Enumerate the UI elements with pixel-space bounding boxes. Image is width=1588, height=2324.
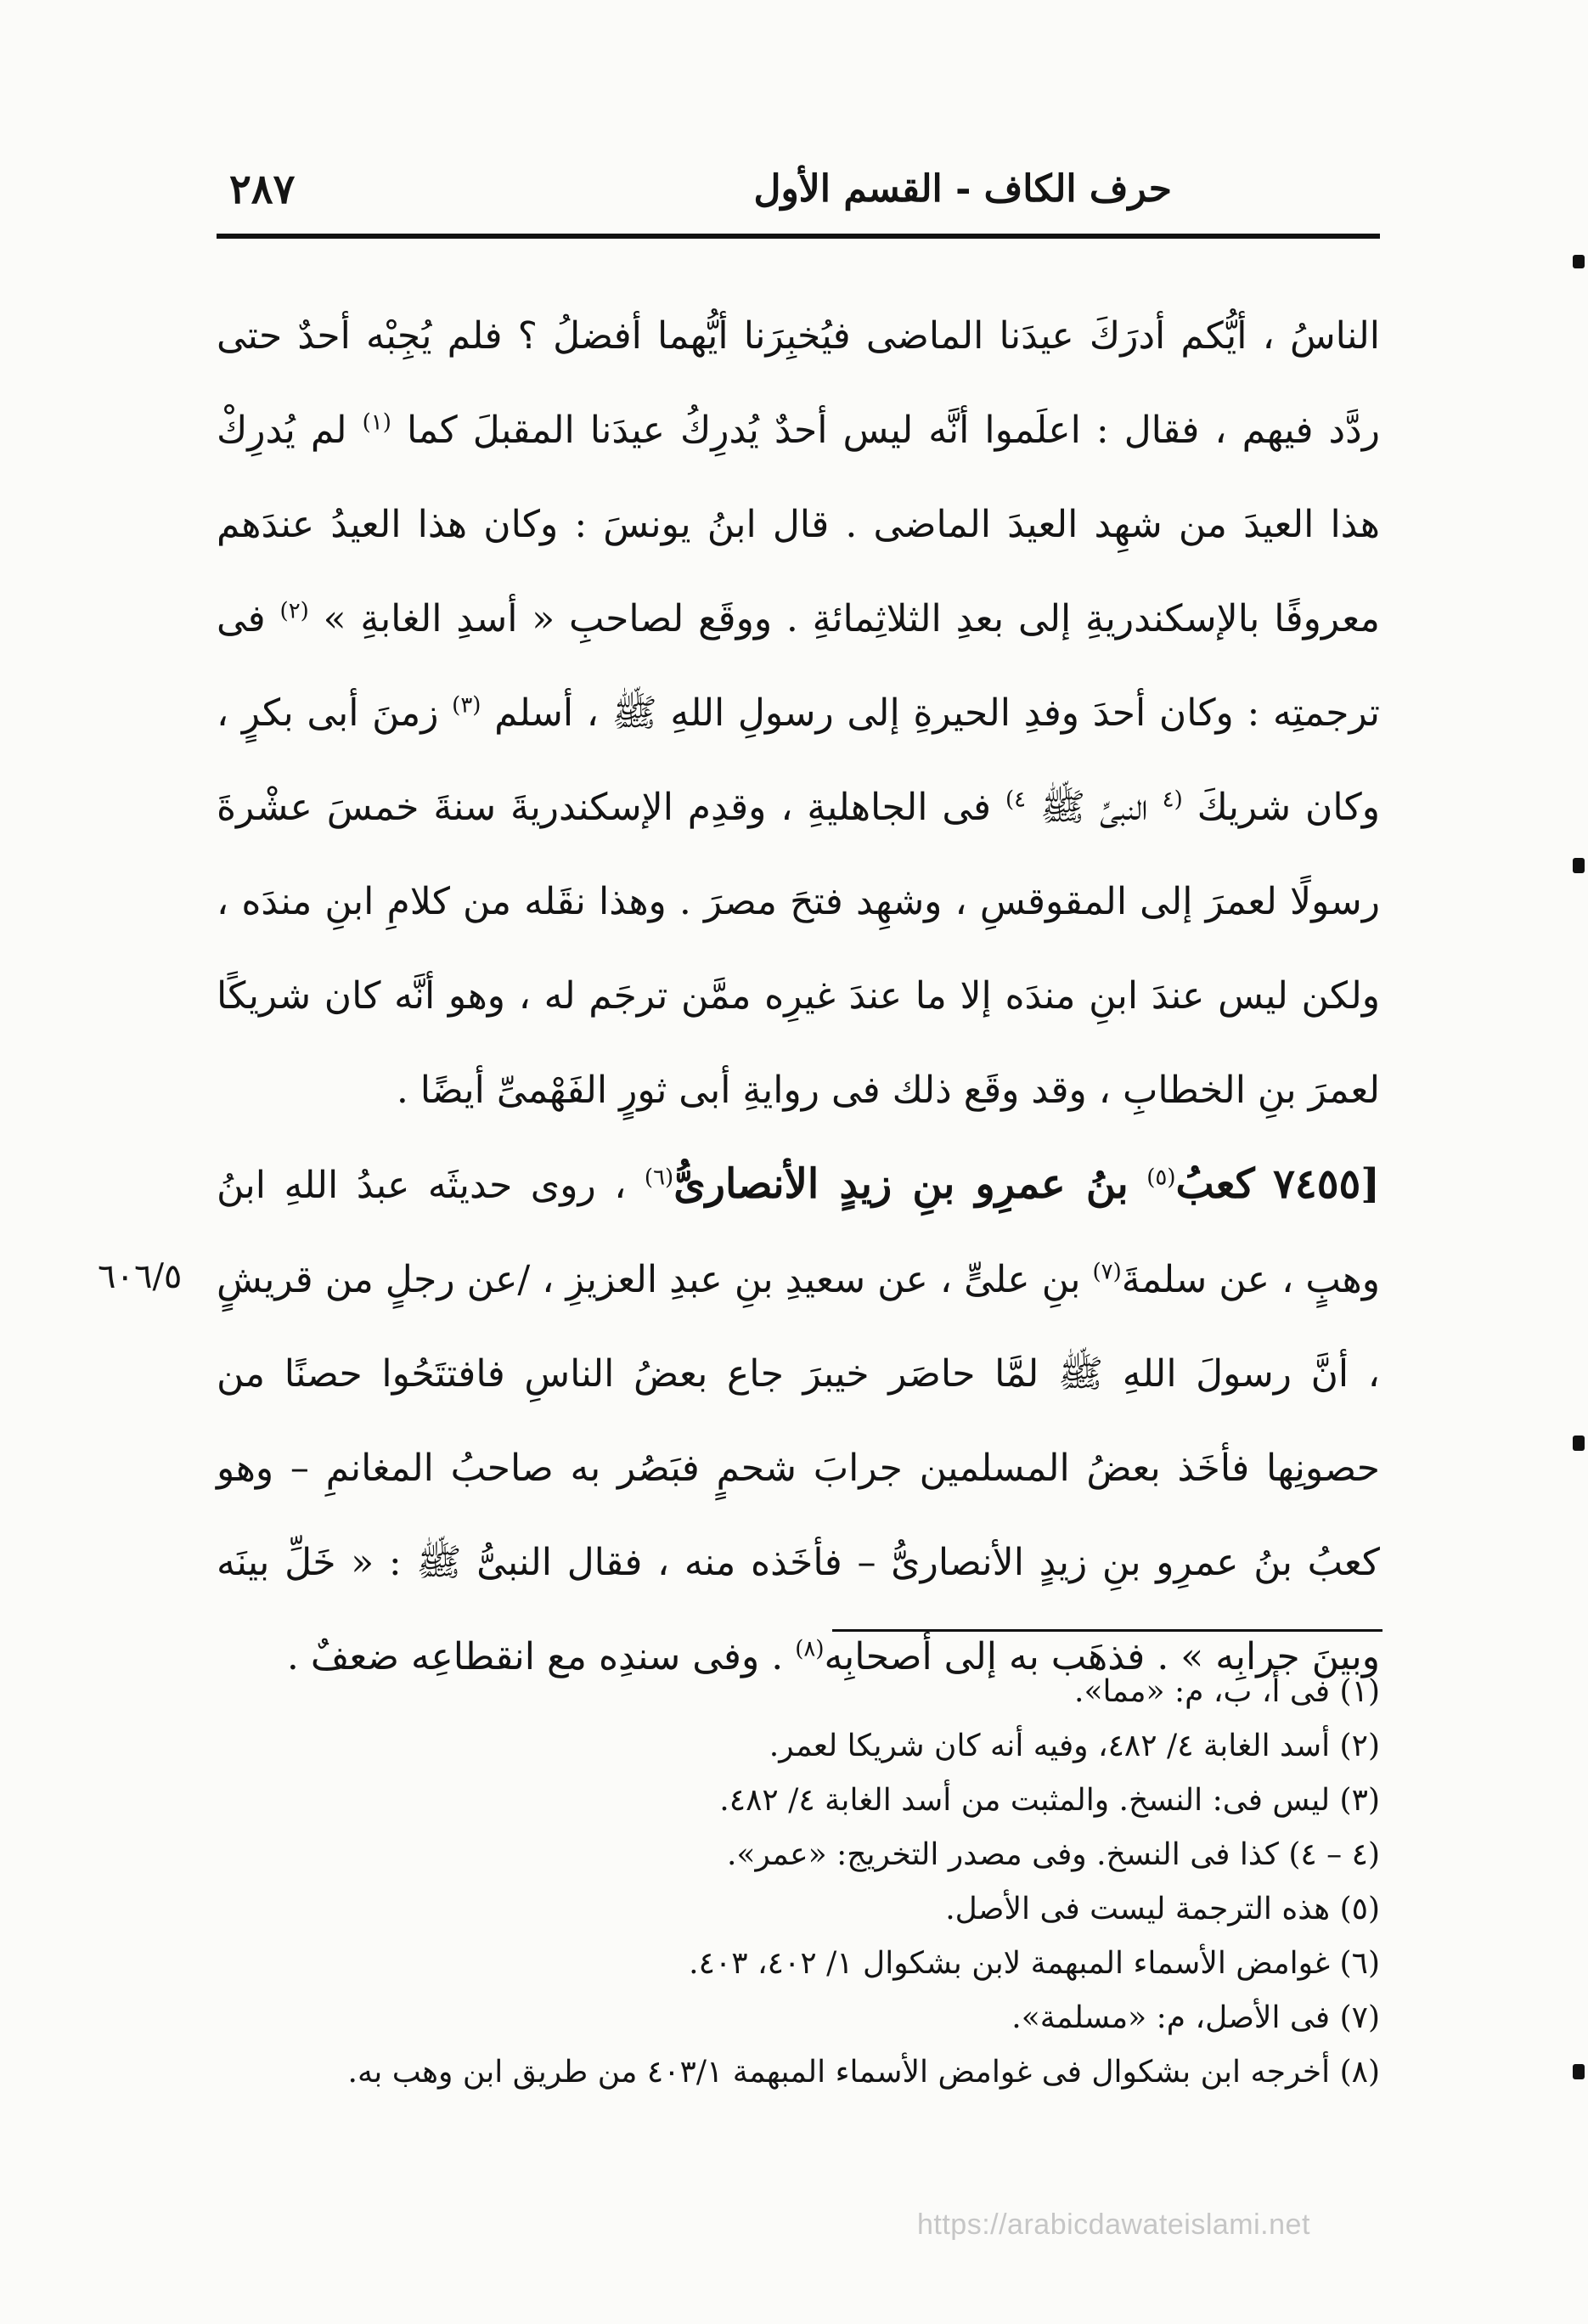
footnote-marker: (٥)	[1146, 1165, 1176, 1191]
footnote: (٦) غوامض الأسماء المبهمة لابن بشكوال ١/ ٤٠٢، ٤٠٣.	[689, 1946, 1380, 1981]
scan-mark	[1573, 255, 1585, 268]
footnote-marker: (١)	[362, 409, 391, 436]
footnote-marker: (٣)	[452, 692, 481, 719]
footnote-rule	[832, 1629, 1382, 1632]
footnote: (٨) أخرجه ابن بشكوال فى غوامض الأسماء المبهمة ٤٠٣/١ من طريق ابن وهب به.	[347, 2055, 1380, 2090]
scan-mark	[1573, 2064, 1585, 2079]
footnote: (٥) هذه الترجمة ليست فى الأصل.	[945, 1892, 1380, 1926]
header-rule	[217, 234, 1380, 239]
paragraph-1	[217, 289, 1380, 1137]
paragraph-text: النبىِّ ﷺ	[1040, 786, 1148, 829]
page-header	[212, 157, 1376, 225]
footnote: (١) فى أ، ب، م: «مما».	[1074, 1674, 1380, 1709]
paragraph-text: الناسُ ، أيُّكم أدرَكَ عيدَنا الماضى فيُخبِرَنا أيُّهما أفضلُ ؟ فلم يُجِبْه أحدٌ حتى ردَّد فيهم ، فقال : اعلَموا أنَّه ليس أحدٌ يُدرِكُ عيدَنا المقبلَ كما	[217, 314, 1380, 452]
page-number: ٢٨٧	[229, 166, 296, 213]
paragraph-text: لم يُدرِكْ هذا العيدَ من شهِد العيدَ الماضى . قال ابنُ يونسَ : وكان هذا العيدُ عندَهم معروفًا بالإسكندريةِ إلى بعدِ الثلاثِمائةِ . ووقَع لصاحبِ « أسدِ الغابةِ »	[217, 409, 1380, 640]
paragraph-text: ، روى حديثَه عبدُ اللهِ ابنُ وهبٍ ، عن سلمةَ	[217, 1164, 1380, 1301]
entry-number: [٧٤٥٥	[1273, 1160, 1380, 1208]
footnote-marker: (٦)	[644, 1165, 674, 1191]
paragraph-text: فى الجاهليةِ ، وقدِم الإسكندريةَ سنةَ خمسَ عشْرةَ رسولًا لعمرَ إلى المقوقسِ ، وشهِد فتحَ مصرَ . وهذا نقَله من كلامِ ابنِ مندَه ، ولكن ليس عندَ ابنِ مندَه إلا ما عندَ غيرِه ممَّن ترجَم له ، وهو أنَّه كان شريكًا لعمرَ بنِ الخطابِ ، وقد وقَع ذلك فى روايةِ أبى ثورٍ الفَهْمىِّ أيضًا .	[217, 786, 1380, 1112]
scan-mark	[1573, 858, 1585, 873]
paragraph-text: فى ترجمتِه : وكان أحدَ وفدِ الحيرةِ إلى رسولِ اللهِ ﷺ ، أسلم	[217, 597, 1380, 735]
footnotes	[217, 1665, 1380, 2100]
footnote: (٢) أسد الغابة ٤/ ٤٨٢، وفيه أنه كان شريكا لعمر.	[769, 1729, 1380, 1763]
margin-reference: ٦٠٦/٥	[98, 1257, 183, 1296]
paragraph-text: . وفى سندِه مع انقطاعِه ضعفٌ .	[286, 1635, 784, 1678]
paragraph-text: بنِ علىٍّ ، عن سعيدِ بنِ عبدِ العزيزِ ، /عن رجلٍ من قريشٍ ، أنَّ رسولَ اللهِ ﷺ لمَّا حاصَر خيبرَ جاع بعضُ الناسِ فافتتَحُوا حصنًا من حصونِها فأخَذ بعضُ المسلمين جرابَ شحمٍ فبَصُر به صاحبُ المغانمِ – وهو كعبُ بنُ عمرِو بنِ زيدٍ الأنصارىُّ – فأخَذه منه ، فقال النبىُّ ﷺ : « خَلِّ بينَه وبينَ جرابِه » . فذهَب به إلى أصحابِه	[217, 1258, 1380, 1678]
footnote: (٧) فى الأصل، م: «مسلمة».	[1011, 2000, 1380, 2035]
entry-name: كعبُ	[1175, 1160, 1255, 1208]
entry-paragraph	[217, 1137, 1380, 1704]
running-title: حرف الكاف - القسم الأول	[753, 167, 1172, 211]
entry-name: بنُ عمرِو بنِ زيدٍ الأنصارىُّ	[673, 1160, 1129, 1208]
footnote: (٣) ليس فى: النسخ. والمثبت من أسد الغابة ٤/ ٤٨٢.	[719, 1783, 1380, 1818]
footnote-marker: (٢)	[279, 598, 309, 624]
footnote-marker: (٤	[1162, 787, 1183, 813]
watermark: https://arabicdawateislami.net	[917, 2208, 1310, 2241]
footnote-marker: (٧)	[1092, 1259, 1122, 1285]
footnote-marker: ٤)	[1005, 787, 1027, 813]
paragraph-text: زمنَ أبى بكرٍ ، وكان شريكَ	[217, 691, 1380, 829]
footnote: (٤ – ٤) كذا فى النسخ. وفى مصدر التخريج: «عمر».	[726, 1837, 1380, 1872]
scan-mark	[1573, 1436, 1585, 1451]
footnote-marker: (٨)	[795, 1636, 825, 1662]
main-text	[217, 289, 1380, 1704]
